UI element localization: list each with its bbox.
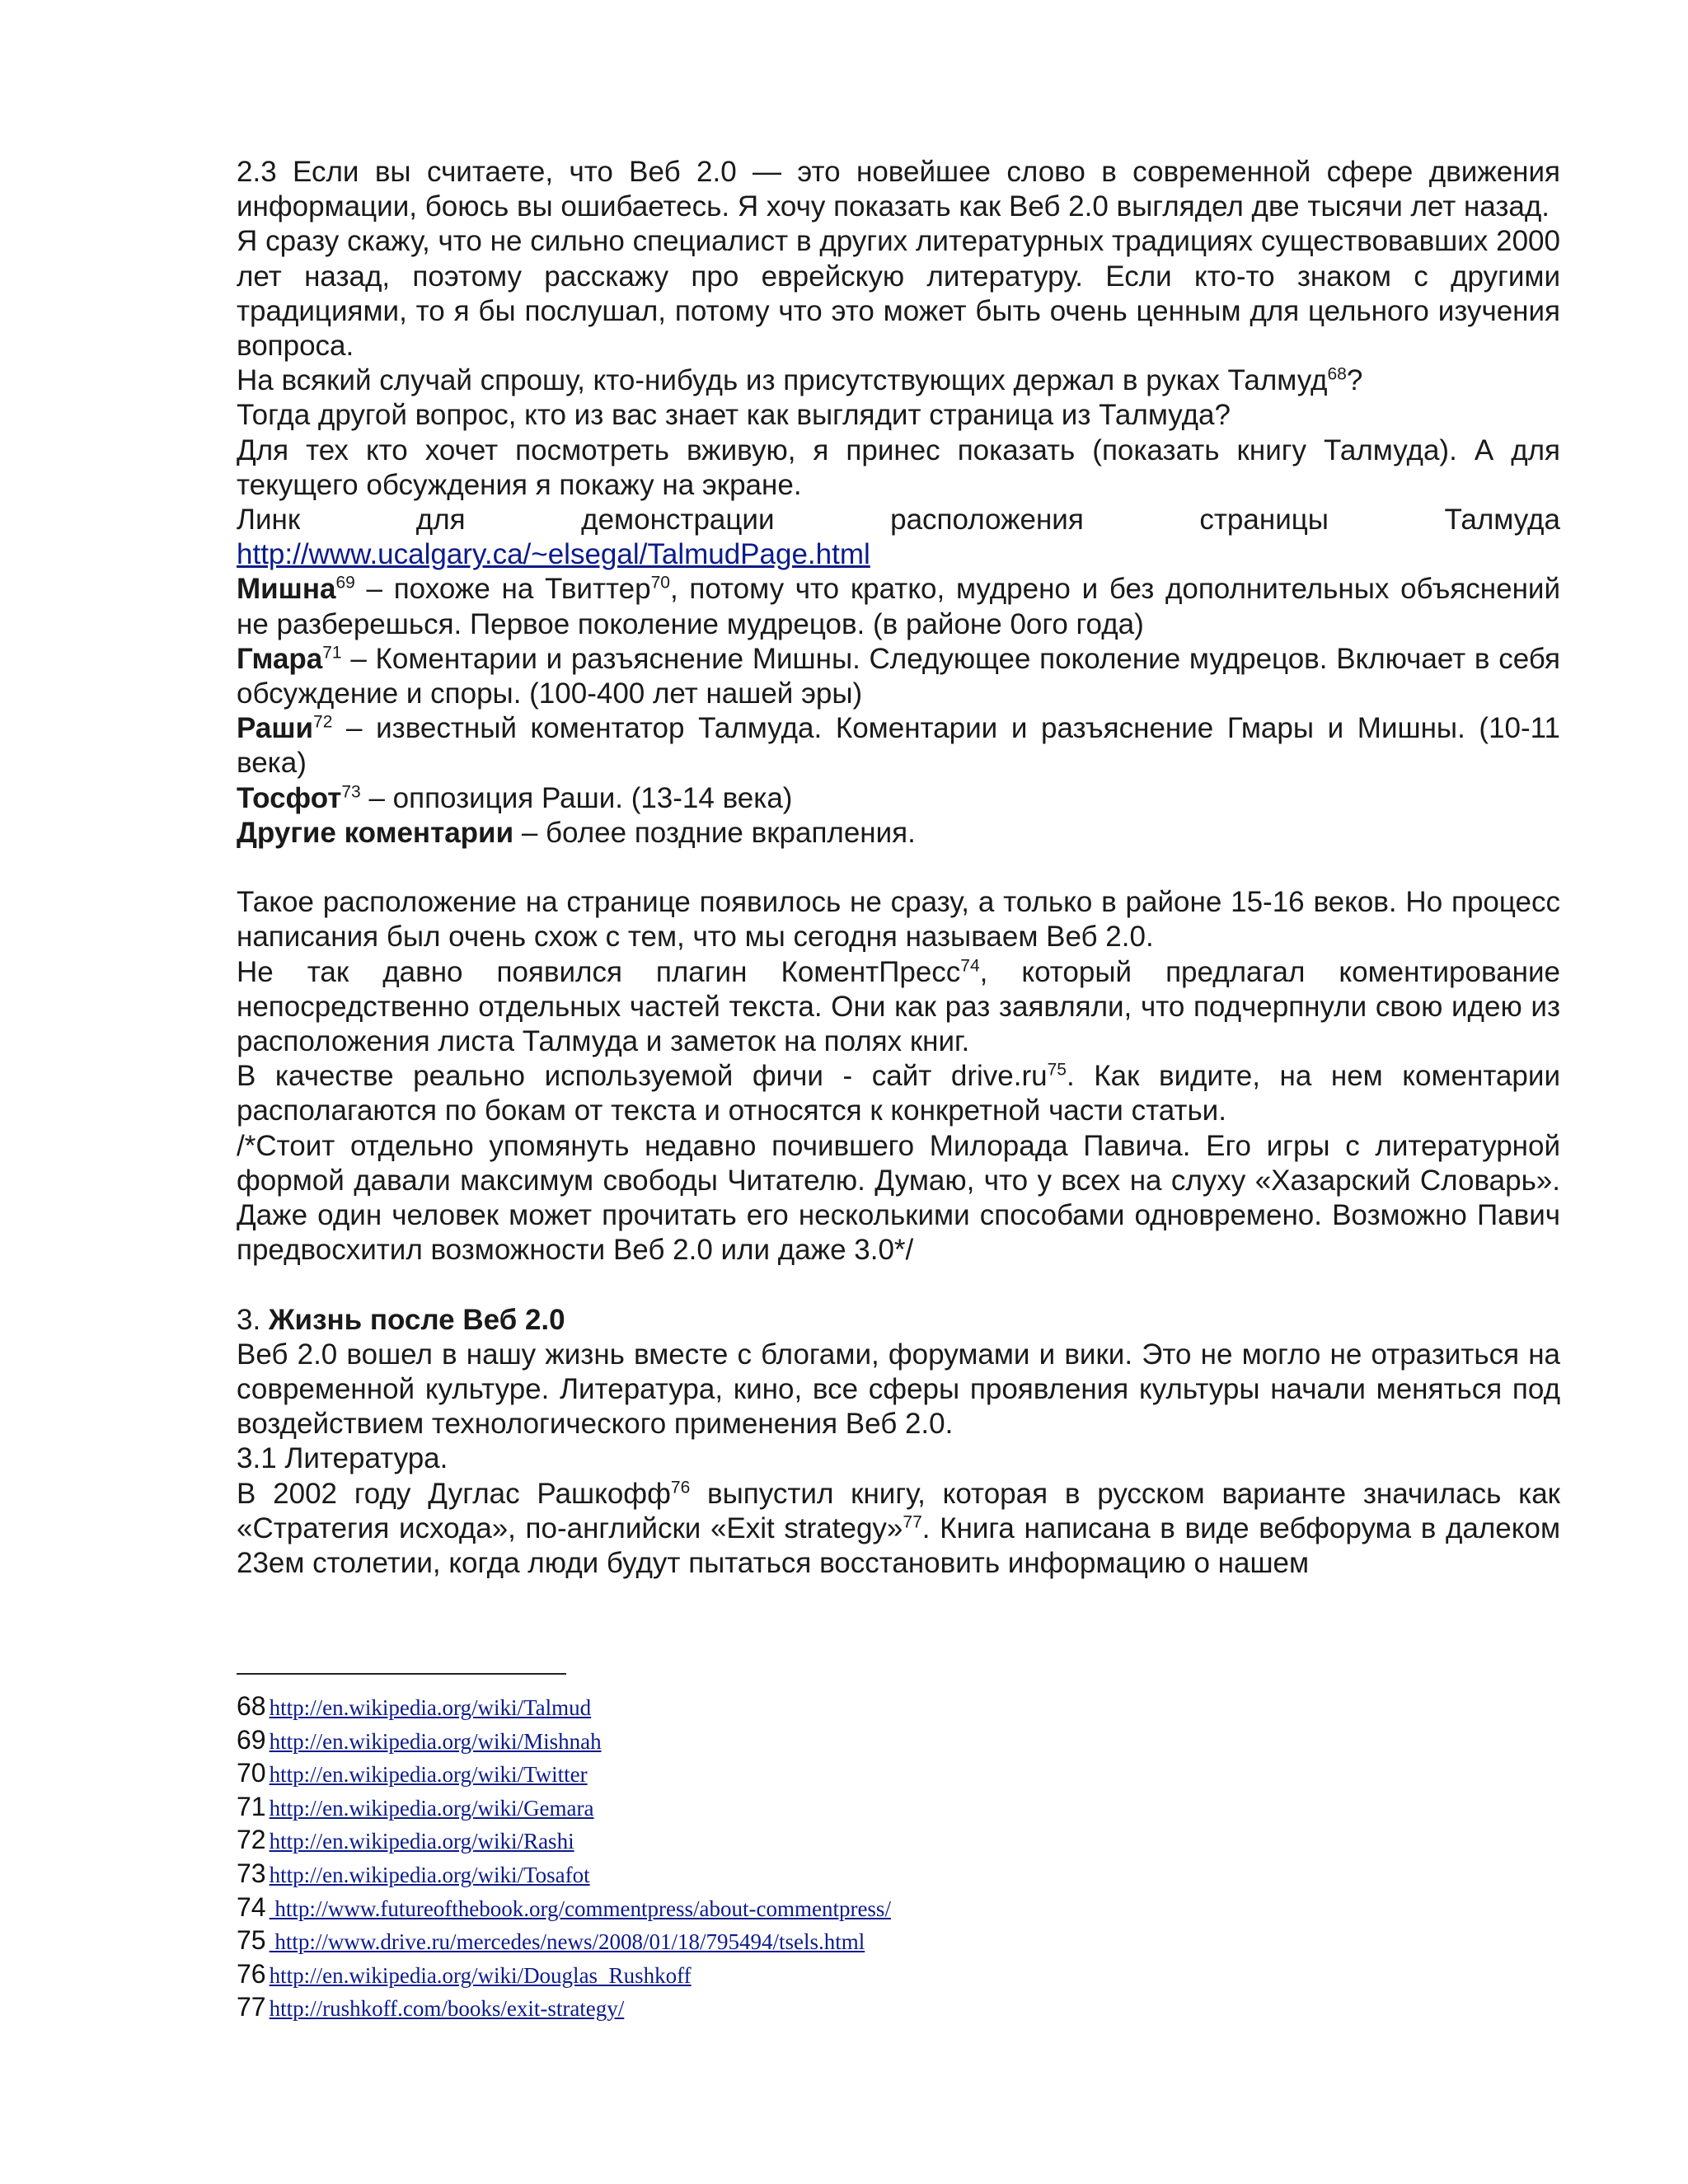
section-heading [237, 1303, 1560, 1338]
section-title: Жизнь после Веб 2.0 [268, 1303, 565, 1336]
footnote-number: 71 [237, 1791, 266, 1821]
footnote-number: 72 [237, 1825, 266, 1855]
term-rashi: Раши [237, 712, 314, 745]
paragraph-intro: 2.3 Если вы считаете, что Веб 2.0 — это новейшее слово в современной сфере движения информации, боюсь вы ошибаетесь. Я хочу показать как Веб 2.0 выглядел две тысячи лет назад. [237, 156, 1560, 223]
footnote-ref-71[interactable]: 71 [322, 643, 342, 663]
main-text [237, 155, 1560, 1581]
blank-line [237, 851, 1560, 885]
paragraph-rashi [237, 711, 1560, 780]
footnote-number: 74 [237, 1891, 266, 1922]
footnote-ref-73[interactable]: 73 [341, 782, 361, 801]
footnote-link[interactable]: http://en.wikipedia.org/wiki/Twitter [269, 1762, 588, 1788]
footnote-link[interactable]: http://en.wikipedia.org/wiki/Tosafot [269, 1862, 590, 1887]
footnote-number: 70 [237, 1758, 266, 1788]
talmud-page-link[interactable]: http://www.ucalgary.ca/~elsegal/TalmudPage.html [237, 538, 870, 571]
paragraph-disclaimer: Я сразу скажу, что не сильно специалист в других литературных традициях существовавших 2000 лет назад, поэтому расскажу про еврейскую литературу. Если кто-то знаком с другими традициями, то я бы послушал, потому что это может быть очень ценным для цельного изучения вопроса. [237, 225, 1560, 363]
blank-line [237, 1268, 1560, 1302]
talmud-page-link-line [237, 537, 1560, 572]
paragraph-pavic: /*Стоит отдельно упомянуть недавно почившего Милорада Павича. Его игры с литературной формой давали максимум свободы Читателю. Думаю, что у всех на слуху «Хазарский Словарь». Даже один человек может прочитать его несколькими способами одновремено. Возможно Павич предвосхитил возможности Веб 2.0 или даже 3.0*/ [237, 1129, 1560, 1267]
footnote-number: 69 [237, 1724, 266, 1755]
rushkoff-text-c: . Книга написана в виде вебфорума в далеком 23ем столетии, когда люди будут пытаться восстановить информацию о нашем [237, 1511, 1561, 1580]
link-word: демонстрации [581, 504, 775, 537]
question-mark: ? [1346, 364, 1363, 397]
rushkoff-text-b: выпустил книгу, которая в русском варианте значилась как «Стратегия исхода», по-английски «Exit strategy» [237, 1477, 1560, 1544]
tosfot-text: – оппозиция Раши. (13-14 века) [360, 781, 793, 814]
section-number: 3. [237, 1303, 269, 1336]
footnote [237, 1756, 1560, 1790]
footnotes [237, 1690, 1560, 2024]
footnote-number: 73 [237, 1858, 266, 1888]
paragraph-mishna [237, 572, 1560, 641]
footnote [237, 1891, 1560, 1924]
rushkoff-text-a: В 2002 году Дуглас Рашкофф [237, 1477, 671, 1510]
drive-text-b: . Как видите, на нем коментарии располагаются по бокам от текста и относятся к конкретной части статьи. [237, 1060, 1561, 1127]
link-word: расположения [890, 504, 1084, 537]
link-word: для [415, 504, 466, 537]
commentpress-text-b: , который предлагал коментирование непосредственно отдельных частей текста. Они как раз заявляли, что подчерпнули свою идею из расположения листа Талмуда и заметок на полях книг. [237, 955, 1560, 1058]
footnote-link[interactable]: http://www.futureofthebook.org/commentpress/about-commentpress/ [269, 1896, 891, 1921]
footnote-number: 75 [237, 1925, 266, 1956]
footnote-number: 68 [237, 1691, 266, 1721]
footnote-link[interactable]: http://en.wikipedia.org/wiki/Rashi [269, 1829, 574, 1854]
footnote-link[interactable]: http://en.wikipedia.org/wiki/Gemara [269, 1795, 594, 1821]
mishna-text-a: – похоже на Твиттер [354, 573, 651, 606]
paragraph-gmara [237, 642, 1560, 711]
rashi-text: – известный коментатор Талмуда. Коментарии и разъяснение Гмары и Мишны. (10-11 века) [237, 712, 1560, 780]
link-caption-line [237, 503, 1560, 537]
footnote-ref-75[interactable]: 75 [1047, 1060, 1067, 1080]
footnote-link[interactable]: http://en.wikipedia.org/wiki/Mishnah [269, 1728, 602, 1754]
link-word: страницы [1199, 504, 1329, 537]
paragraph-question-page: Тогда другой вопрос, кто из вас знает как выглядит страница из Талмуда? [237, 399, 1231, 432]
footnote-link[interactable]: http://en.wikipedia.org/wiki/Talmud [269, 1695, 592, 1720]
footnote-link[interactable]: http://rushkoff.com/books/exit-strategy/ [269, 1996, 625, 2022]
paragraph-show-book: Для тех кто хочет посмотреть вживую, я принес показать (показать книгу Талмуда). А для текущего обсуждения я покажу на экране. [237, 434, 1560, 501]
link-word: Талмуда [1444, 504, 1560, 537]
commentpress-text-a: Не так давно появился плагин КоментПресс [237, 955, 961, 988]
footnote-link[interactable]: http://en.wikipedia.org/wiki/Douglas_Rushkoff [269, 1962, 692, 1988]
drive-text-a: В качестве реально используемой фичи - сайт drive.ru [237, 1060, 1048, 1093]
footnote-link[interactable]: http://www.drive.ru/mercedes/news/2008/01/18/795494/tsels.html [269, 1929, 865, 1955]
paragraph-rushkoff [237, 1477, 1560, 1582]
subsection-heading: 3.1 Литература. [237, 1442, 448, 1475]
other-comments-text: – более поздние вкрапления. [513, 816, 916, 849]
footnote-number: 77 [237, 1992, 266, 2022]
footnote-ref-74[interactable]: 74 [960, 956, 980, 975]
paragraph-other-comments [237, 816, 1560, 851]
footnote [237, 1924, 1560, 1957]
footnote-ref-76[interactable]: 76 [670, 1478, 691, 1497]
footnote [237, 1990, 1560, 2024]
footnote [237, 1790, 1560, 1824]
paragraph-web2-culture: Веб 2.0 вошел в нашу жизнь вместе с блогами, форумами и вики. Это не могло не отразиться на современной культуре. Литература, кино, все сферы проявления культуры начали меняться под воздействием технологического применения Веб 2.0. [237, 1338, 1560, 1441]
term-gmara: Гмара [237, 642, 323, 675]
paragraph-layout-history: Такое расположение на странице появилось не сразу, а только в районе 15-16 веков. Но процесс написания был очень схож с тем, что мы сегодня называем Веб 2.0. [237, 886, 1560, 954]
paragraph-commentpress [237, 955, 1560, 1060]
footnote-number: 76 [237, 1958, 266, 1989]
mishna-text-b: , потому что кратко, мудрено и без дополнительных объяснений не разберешься. Первое поколение мудрецов. (в районе 0ого года) [237, 573, 1560, 640]
paragraph-question-talmud [237, 363, 1560, 398]
term-other-comments: Другие коментарии [237, 816, 514, 849]
term-tosfot: Тосфот [237, 781, 342, 814]
paragraph-tosfot [237, 781, 1560, 816]
footnote-ref-69[interactable]: 69 [335, 573, 355, 593]
paragraph-drive-ru [237, 1059, 1560, 1128]
question-text: На всякий случай спрошу, кто-нибудь из присутствующих держал в руках Талмуд [237, 364, 1328, 397]
footnote-separator [237, 1673, 566, 1675]
footnote-ref-70[interactable]: 70 [650, 573, 670, 593]
gmara-text: – Коментарии и разъяснение Мишны. Следующее поколение мудрецов. Включает в себя обсуждение и споры. (100-400 лет нашей эры) [237, 642, 1560, 710]
term-mishna: Мишна [237, 573, 336, 606]
footnote-ref-72[interactable]: 72 [313, 712, 333, 732]
footnote [237, 1723, 1560, 1757]
link-word: Линк [237, 504, 301, 537]
footnote [237, 1823, 1560, 1857]
footnote-ref-68[interactable]: 68 [1327, 364, 1347, 384]
footnote [237, 1957, 1560, 1991]
footnote [237, 1857, 1560, 1891]
footnote-ref-77[interactable]: 77 [903, 1512, 922, 1532]
footnote [237, 1690, 1560, 1723]
